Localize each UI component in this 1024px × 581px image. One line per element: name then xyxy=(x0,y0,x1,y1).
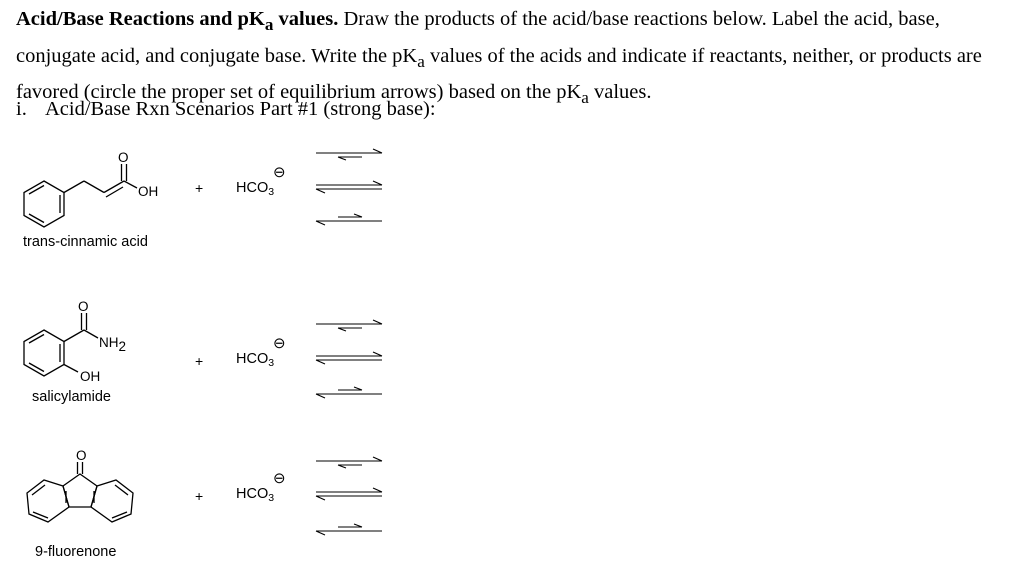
negative-charge-icon: ⊖ xyxy=(273,335,286,352)
hydroxyl-label: OH xyxy=(80,369,101,384)
instructions-title: Acid/Base Reactions and $pK_a$ values. xyxy=(16,8,339,35)
hydroxyl-label: OH xyxy=(138,184,159,199)
plus-sign: + xyxy=(195,353,204,369)
section-heading: i. Acid/Base Rxn Scenarios Part #1 (strong base): xyxy=(16,98,436,120)
plus-sign: + xyxy=(195,180,204,196)
bicarbonate-reagent: $HCO_3$ xyxy=(236,351,275,369)
carbonyl-oxygen-label: O xyxy=(78,299,89,314)
negative-charge-icon: ⊖ xyxy=(273,164,286,181)
amine-label: NH2 xyxy=(99,335,127,354)
bicarbonate-reagent: $HCO_3$ xyxy=(236,180,275,198)
negative-charge-icon: ⊖ xyxy=(273,470,286,487)
instructions-paragraph: Acid/Base Reactions and $pK_a$ values. Draw the products of the acid/base reactions below. Label the acid, base, conjugate acid, and conjugate base. Write the $pK_a$ values of the acids and indicate if reactants, neither, or products are favored (circle the proper set of equilibrium arrows) based on the $pK_a$ values. xyxy=(16,8,982,108)
plus-sign: + xyxy=(195,488,204,504)
bicarbonate-reagent: $HCO_3$ xyxy=(236,486,275,504)
carbonyl-oxygen-label: O xyxy=(118,150,129,165)
carbonyl-oxygen-label: O xyxy=(76,448,87,463)
compound-name-cinnamic: trans-cinnamic acid xyxy=(23,234,148,250)
compound-name-salicylamide: salicylamide xyxy=(32,389,111,405)
compound-name-fluorenone: 9-fluorenone xyxy=(35,544,117,560)
